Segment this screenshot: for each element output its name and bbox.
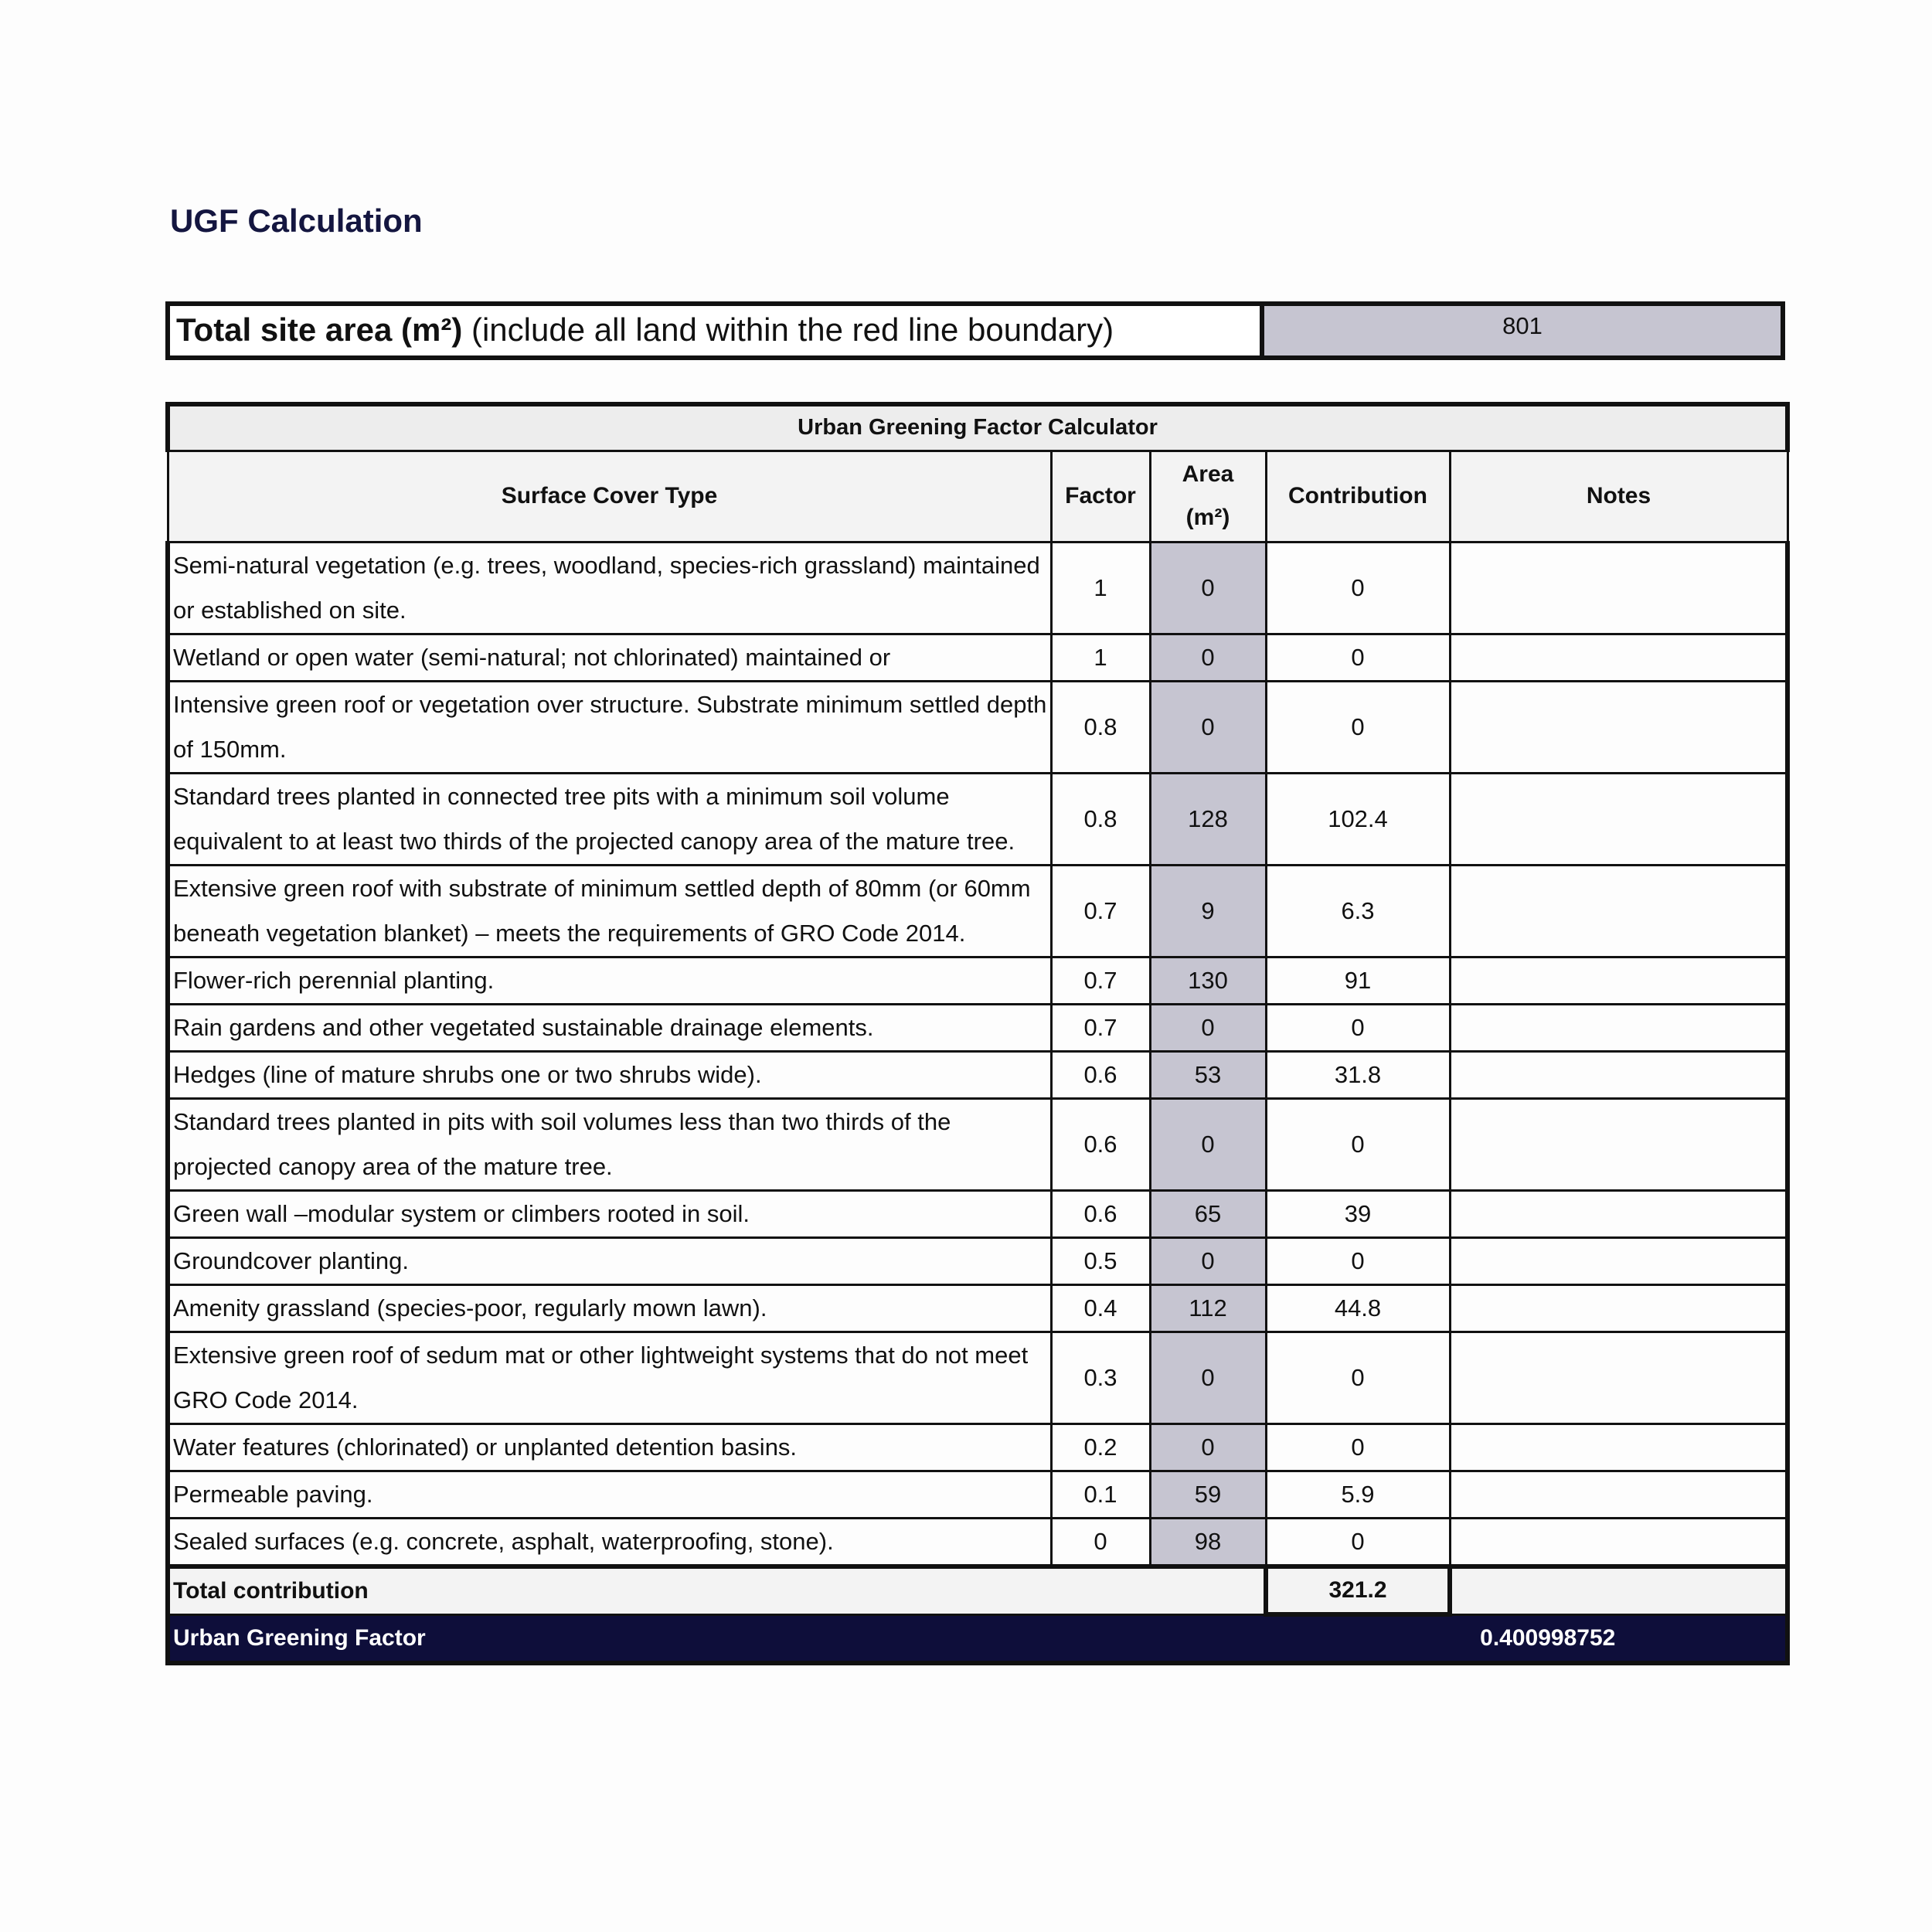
factor-cell: 1 [1051, 542, 1150, 634]
header-area-line2: (m²) [1185, 505, 1230, 530]
table-row [168, 1332, 1787, 1423]
area-input-cell[interactable]: 0 [1150, 1332, 1266, 1423]
total-contribution-value: 321.2 [1266, 1566, 1450, 1615]
factor-cell: 0.4 [1051, 1284, 1150, 1332]
surface-cover-cell: Rain gardens and other vegetated sustainable drainage elements. [168, 1004, 1051, 1051]
notes-cell[interactable] [1450, 1237, 1787, 1284]
area-input-cell[interactable]: 130 [1150, 957, 1266, 1004]
notes-cell[interactable] [1450, 1518, 1787, 1566]
header-area [1150, 451, 1266, 542]
header-surface-cover-type: Surface Cover Type [168, 451, 1051, 542]
factor-cell: 0.6 [1051, 1190, 1150, 1237]
area-input-cell[interactable]: 98 [1150, 1518, 1266, 1566]
contribution-cell: 0 [1266, 1332, 1450, 1423]
notes-cell[interactable] [1450, 865, 1787, 957]
table-row [168, 957, 1787, 1004]
area-input-cell[interactable]: 0 [1150, 634, 1266, 681]
area-input-cell[interactable]: 0 [1150, 1004, 1266, 1051]
urban-greening-factor-value: 0.400998752 [1266, 1614, 1787, 1663]
surface-cover-cell: Permeable paving. [168, 1471, 1051, 1518]
contribution-cell: 31.8 [1266, 1051, 1450, 1098]
site-area-label-bold: Total site area (m²) [176, 311, 463, 348]
notes-cell[interactable] [1450, 1190, 1787, 1237]
table-row [168, 1237, 1787, 1284]
total-notes-cell [1450, 1566, 1787, 1615]
page-title: UGF Calculation [170, 202, 423, 239]
table-row [168, 1284, 1787, 1332]
contribution-cell: 5.9 [1266, 1471, 1450, 1518]
notes-cell[interactable] [1450, 1098, 1787, 1190]
factor-cell: 0 [1051, 1518, 1150, 1566]
notes-cell[interactable] [1450, 1284, 1787, 1332]
surface-cover-cell: Semi-natural vegetation (e.g. trees, woodland, species-rich grassland) maintained or established on site. [168, 542, 1051, 634]
table-caption: Urban Greening Factor Calculator [168, 404, 1787, 451]
site-area-row [165, 301, 1785, 360]
header-notes: Notes [1450, 451, 1787, 542]
table-row [168, 865, 1787, 957]
area-input-cell[interactable]: 128 [1150, 773, 1266, 865]
urban-greening-factor-label: Urban Greening Factor [168, 1614, 1266, 1663]
table-row [168, 1190, 1787, 1237]
factor-cell: 0.5 [1051, 1237, 1150, 1284]
header-contribution: Contribution [1266, 451, 1450, 542]
contribution-cell: 91 [1266, 957, 1450, 1004]
factor-cell: 0.2 [1051, 1423, 1150, 1471]
ugf-calculator-table [165, 402, 1790, 1665]
notes-cell[interactable] [1450, 1332, 1787, 1423]
factor-cell: 0.6 [1051, 1051, 1150, 1098]
table-row [168, 1004, 1787, 1051]
factor-cell: 1 [1051, 634, 1150, 681]
table-row [168, 681, 1787, 773]
contribution-cell: 0 [1266, 1518, 1450, 1566]
table-row [168, 773, 1787, 865]
table-row [168, 542, 1787, 634]
factor-cell: 0.7 [1051, 865, 1150, 957]
notes-cell[interactable] [1450, 1004, 1787, 1051]
surface-cover-cell: Groundcover planting. [168, 1237, 1051, 1284]
notes-cell[interactable] [1450, 681, 1787, 773]
surface-cover-cell: Extensive green roof of sedum mat or other lightweight systems that do not meet GRO Code 2014. [168, 1332, 1051, 1423]
table-row [168, 1423, 1787, 1471]
area-input-cell[interactable]: 0 [1150, 681, 1266, 773]
contribution-cell: 44.8 [1266, 1284, 1450, 1332]
area-input-cell[interactable]: 0 [1150, 1423, 1266, 1471]
area-input-cell[interactable]: 112 [1150, 1284, 1266, 1332]
surface-cover-cell: Water features (chlorinated) or unplanted detention basins. [168, 1423, 1051, 1471]
table-row [168, 1051, 1787, 1098]
site-area-label [170, 306, 1264, 355]
notes-cell[interactable] [1450, 1051, 1787, 1098]
total-contribution-label: Total contribution [168, 1566, 1266, 1615]
factor-cell: 0.1 [1051, 1471, 1150, 1518]
contribution-cell: 39 [1266, 1190, 1450, 1237]
surface-cover-cell: Wetland or open water (semi-natural; not chlorinated) maintained or [168, 634, 1051, 681]
notes-cell[interactable] [1450, 773, 1787, 865]
surface-cover-cell: Extensive green roof with substrate of minimum settled depth of 80mm (or 60mm beneath vegetation blanket) – meets the requirements of GRO Code 2014. [168, 865, 1051, 957]
contribution-cell: 6.3 [1266, 865, 1450, 957]
contribution-cell: 0 [1266, 681, 1450, 773]
area-input-cell[interactable]: 9 [1150, 865, 1266, 957]
factor-cell: 0.8 [1051, 681, 1150, 773]
surface-cover-cell: Standard trees planted in pits with soil volumes less than two thirds of the projected canopy area of the mature tree. [168, 1098, 1051, 1190]
area-input-cell[interactable]: 0 [1150, 1237, 1266, 1284]
table-row [168, 1471, 1787, 1518]
factor-cell: 0.8 [1051, 773, 1150, 865]
surface-cover-cell: Standard trees planted in connected tree pits with a minimum soil volume equivalent to at least two thirds of the projected canopy area of the mature tree. [168, 773, 1051, 865]
header-area-line1: Area [1182, 461, 1234, 487]
notes-cell[interactable] [1450, 1423, 1787, 1471]
total-contribution-row [168, 1566, 1787, 1615]
area-input-cell[interactable]: 59 [1150, 1471, 1266, 1518]
surface-cover-cell: Intensive green roof or vegetation over structure. Substrate minimum settled depth of 150mm. [168, 681, 1051, 773]
contribution-cell: 0 [1266, 1423, 1450, 1471]
surface-cover-cell: Green wall –modular system or climbers rooted in soil. [168, 1190, 1051, 1237]
site-area-label-note: (include all land within the red line boundary) [462, 311, 1114, 348]
surface-cover-cell: Hedges (line of mature shrubs one or two shrubs wide). [168, 1051, 1051, 1098]
contribution-cell: 0 [1266, 542, 1450, 634]
contribution-cell: 0 [1266, 634, 1450, 681]
site-area-input[interactable]: 801 [1264, 306, 1781, 355]
urban-greening-factor-row [168, 1614, 1787, 1663]
contribution-cell: 0 [1266, 1004, 1450, 1051]
factor-cell: 0.3 [1051, 1332, 1150, 1423]
notes-cell[interactable] [1450, 542, 1787, 634]
notes-cell[interactable] [1450, 957, 1787, 1004]
surface-cover-cell: Flower-rich perennial planting. [168, 957, 1051, 1004]
factor-cell: 0.6 [1051, 1098, 1150, 1190]
contribution-cell: 0 [1266, 1098, 1450, 1190]
area-input-cell[interactable]: 65 [1150, 1190, 1266, 1237]
factor-cell: 0.7 [1051, 1004, 1150, 1051]
notes-cell[interactable] [1450, 1471, 1787, 1518]
table-row [168, 1518, 1787, 1566]
factor-cell: 0.7 [1051, 957, 1150, 1004]
notes-cell[interactable] [1450, 634, 1787, 681]
area-input-cell[interactable]: 0 [1150, 1098, 1266, 1190]
surface-cover-cell: Sealed surfaces (e.g. concrete, asphalt, waterproofing, stone). [168, 1518, 1051, 1566]
area-input-cell[interactable]: 53 [1150, 1051, 1266, 1098]
table-row [168, 1098, 1787, 1190]
header-factor: Factor [1051, 451, 1150, 542]
contribution-cell: 102.4 [1266, 773, 1450, 865]
table-row [168, 634, 1787, 681]
surface-cover-cell: Amenity grassland (species-poor, regularly mown lawn). [168, 1284, 1051, 1332]
contribution-cell: 0 [1266, 1237, 1450, 1284]
area-input-cell[interactable]: 0 [1150, 542, 1266, 634]
